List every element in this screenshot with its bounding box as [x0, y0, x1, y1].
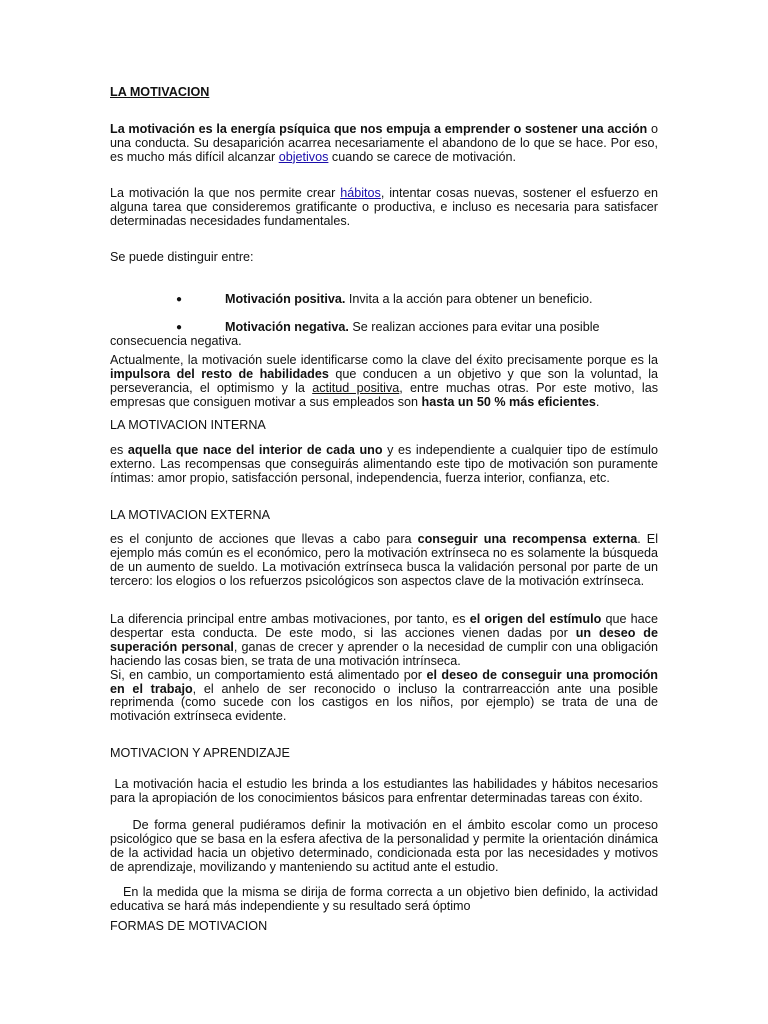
para-text: La motivación hacia el estudio les brinda a los estudiantes las habilidades y hábitos necesarios para la apropiación de los conocimientos básicos para enfrentar determinadas tareas con éxito. [110, 777, 662, 805]
para-text: , el anhelo de ser reconocido o incluso la contrarreacción ante una posible reprimenda (como sucede con los castigos en los niños, por ejemplo) se trata de una de motivación extrínseca evidente. [110, 681, 658, 724]
intro-paragraph [110, 123, 658, 165]
externa-paragraph [110, 533, 658, 589]
para-bold: un deseo de superación personal [110, 625, 658, 654]
aprendizaje-paragraph-2 [110, 818, 662, 875]
success-paragraph [110, 354, 658, 410]
para-bold: el origen del estímulo [469, 612, 602, 626]
diferencia-paragraph [110, 613, 658, 724]
para-text: que hace despertar esta conducta. De este modo, si las acciones vienen dadas por [110, 612, 658, 640]
para-text: La diferencia principal entre ambas motivaciones, por tanto, es [110, 612, 470, 626]
list-item [110, 321, 658, 349]
bullet-icon: ● [176, 294, 183, 305]
habits-text: La motivación la que nos permite crear [110, 186, 341, 200]
para-text: es el conjunto de acciones que llevas a cabo para [110, 532, 418, 546]
bullet-continuation: consecuencia negativa. [110, 333, 242, 348]
para-bold: el deseo de conseguir una promoción en el trabajo [110, 667, 658, 696]
para-text: , entre muchas otras. Por este motivo, las empresas que consiguen motivar a sus empleados son [110, 380, 658, 409]
para-text: es [110, 443, 128, 457]
interna-paragraph [110, 444, 658, 486]
underlined-phrase: actitud positiva [312, 380, 400, 395]
para-bold: aquella que nace del interior de cada uno [127, 443, 383, 457]
para-bold: hasta un 50 % más eficientes [421, 394, 596, 409]
intro-bold: La motivación es la energía psíquica que nos empuja a emprender o sostener una acción [110, 122, 648, 136]
para-bold: conseguir una recompensa externa [417, 532, 638, 546]
para-text: De forma general pudiéramos definir la motivación en el ámbito escolar como un proceso psicológico que se basa en la esfera afectiva de la personalidad y permite la orientación dinámica de la actividad hacia un objetivo determinado, condicionada esta por las necesidades y motivos de aprendizaje, movilizando y manteniendo su actitud ante el estudio. [110, 818, 662, 874]
para-text: Actualmente, la motivación suele identificarse como la clave del éxito precisamente porque es la [110, 353, 658, 367]
page-title: LA MOTIVACION [110, 85, 210, 99]
objetivos-link[interactable]: objetivos [278, 149, 329, 164]
habits-text-end: , intentar cosas nuevas, sostener el esfuerzo en alguna tarea que consideremos gratificante o productiva, e incluso es necesaria para satisfacer determinadas necesidades fundamentales. [110, 186, 658, 228]
bullet-bold: Motivación positiva. [225, 292, 346, 306]
para-text: y es independiente a cualquier tipo de estímulo externo. Las recompensas que conseguirás alimentando este tipo de motivación son puramente íntimas: amor propio, satisfacción personal, independencia, fuerza interior, confianza, etc. [110, 443, 658, 485]
para-text: , ganas de crecer y aprender o la necesidad de cumplir con una obligación haciendo las cosas bien, se trata de una motivación intrínseca. [110, 639, 658, 668]
para-bold: impulsora del resto de habilidades [110, 366, 329, 381]
aprendizaje-paragraph-3 [110, 885, 662, 914]
heading-interna: LA MOTIVACION INTERNA [110, 418, 266, 432]
heading-formas: FORMAS DE MOTIVACION [110, 919, 268, 933]
distinguish-text: Se puede distinguir entre: [110, 250, 254, 264]
para-text: . [595, 394, 600, 409]
aprendizaje-paragraph-1 [110, 777, 662, 806]
habits-paragraph [110, 187, 658, 229]
habitos-link[interactable]: hábitos [340, 186, 381, 200]
bullet-text: Invita a la acción para obtener un beneficio. [345, 292, 593, 306]
para-text: En la medida que la misma se dirija de forma correcta a un objetivo bien definido, la actividad educativa se hará más independiente y su resultado será óptimo [110, 885, 662, 913]
para-text: que conducen a un objetivo y que son la voluntad, la perseverancia, el optimismo y la [110, 366, 659, 395]
heading-aprendizaje: MOTIVACION Y APRENDIZAJE [110, 746, 290, 760]
bullet-text: Se realizan acciones para evitar una posible [348, 320, 600, 334]
para-text: . El ejemplo más común es el económico, pero la motivación extrínseca no es solamente la búsqueda de un aumento de sueldo. La motivación extrínseca busca la validación personal por parte de un tercero: los elogios o los refuerzos psicológicos son aspectos clave de la motivación extrínseca. [110, 532, 659, 588]
para-text: Si, en cambio, un comportamiento está alimentado por [110, 667, 427, 682]
bullet-icon: ● [176, 322, 183, 333]
heading-externa: LA MOTIVACION EXTERNA [110, 508, 271, 522]
intro-text: o una conducta. Su desaparición acarrea necesariamente el abandono de lo que se hace. Por eso, es mucho más difícil alcanzar [110, 122, 659, 164]
intro-text-end: cuando se carece de motivación. [328, 149, 517, 164]
list-item [110, 293, 658, 307]
bullet-bold: Motivación negativa. [225, 320, 349, 334]
